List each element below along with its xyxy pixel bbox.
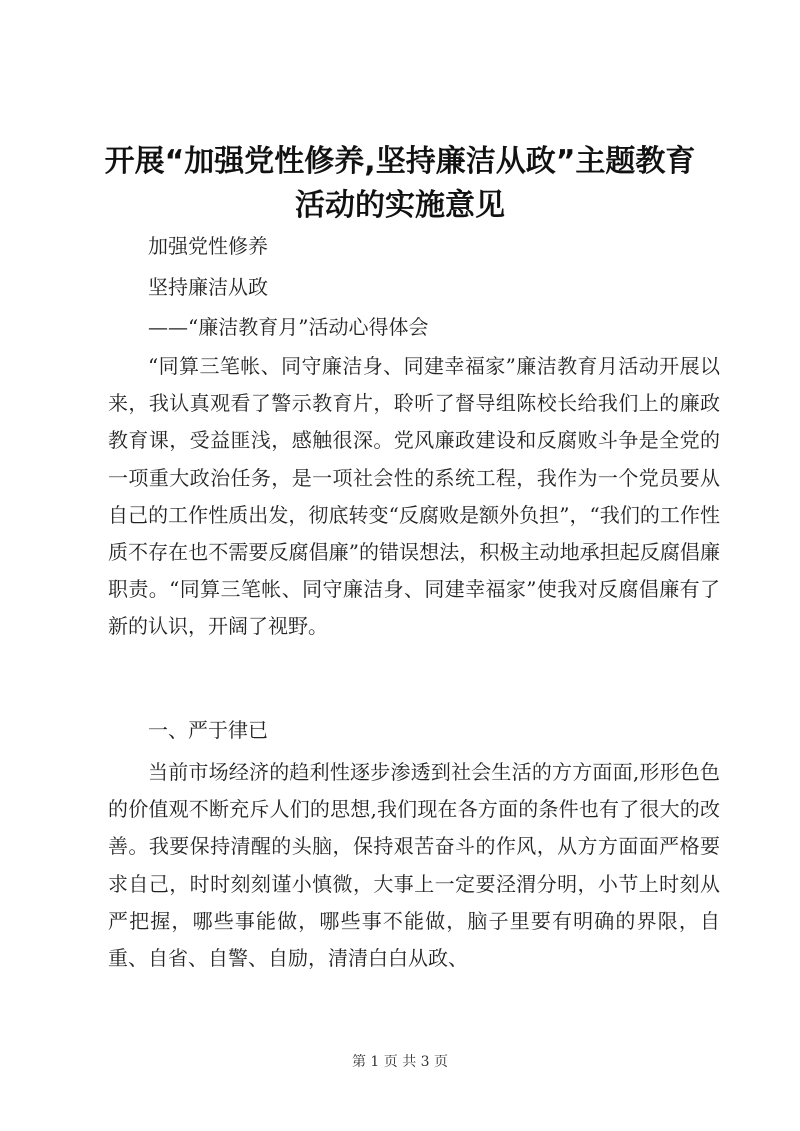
document-title: 开展“加强党性修养,坚持廉洁从政”主题教育活动的实施意见 <box>104 144 696 223</box>
section-heading-self-discipline: 一、严于律已 <box>148 718 268 742</box>
body-paragraph-self-discipline: 当前市场经济的趋利性逐步渗透到社会生活的方方面面,形形色色的价值观不断充斥人们的思想,我们现在各方面的条件也有了很大的改善。我要保持清醒的头脑，保持艰苦奋斗的作风，从方方面面严格要求自己，时时刻刻谨小慎微，大事上一定要泾渭分明，小节上时刻从严把握，哪些事能做，哪些事不能做，脑子里要有明确的界限，自重、自省、自警、自励，清清白白从政、 <box>108 760 720 971</box>
subtitle-strengthen-party-spirit: 加强党性修养 <box>148 234 268 258</box>
page-number-footer: 第 1 页 共 3 页 <box>351 1054 449 1070</box>
body-paragraph-intro: “同算三笔帐、同守廉洁身、同建幸福家”廉洁教育月活动开展以来，我认真观看了警示教育片，聆听了督导组陈校长给我们上的廉政教育课，受益匪浅，感触很深。党风廉政建设和反腐败斗争是全党的一项重大政治任务，是一项社会性的系统工程，我作为一个党员要从自己的工作性质出发，彻底转变“反腐败是额外负担”，“我们的工作性质不存在也不需要反腐倡廉”的错误想法，积极主动地承担起反腐倡廉职责。“同算三笔帐、同守廉洁身、同建幸福家”使我对反腐倡廉有了新的认识，开阔了视野。 <box>108 354 720 639</box>
subtitle-uphold-integrity: 坚持廉洁从政 <box>148 275 268 299</box>
subtitle-activity-reflection: ——“廉洁教育月”活动心得体会 <box>148 315 429 339</box>
